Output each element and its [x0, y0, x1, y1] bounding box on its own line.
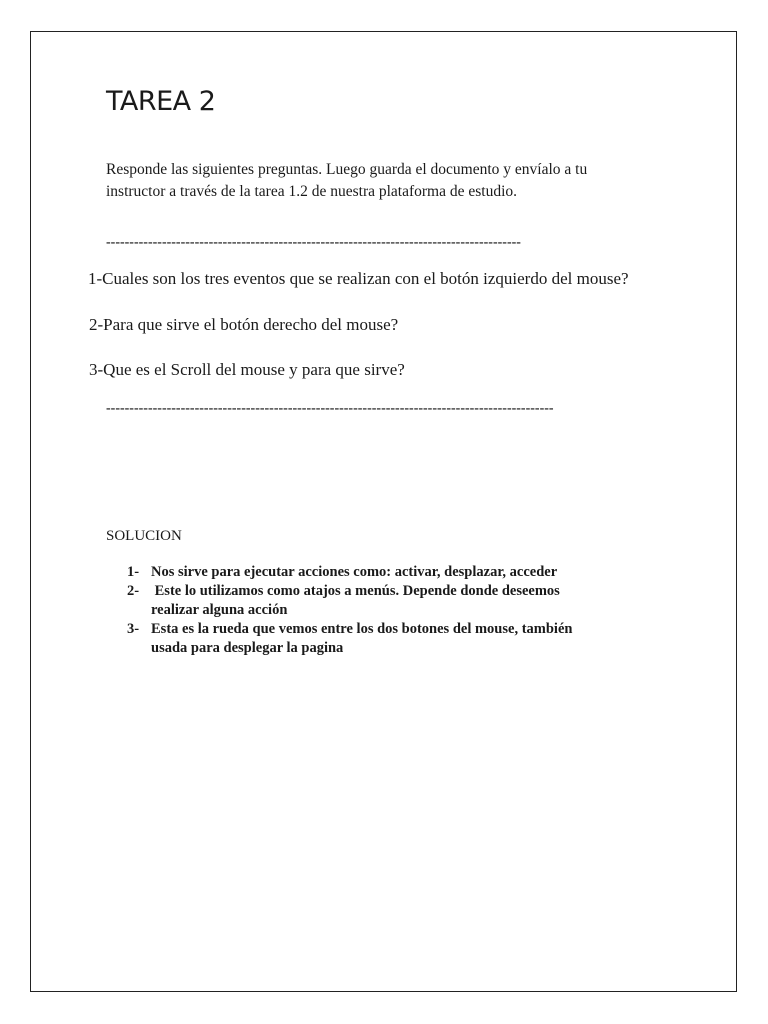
answer-text: realizar alguna acción [151, 602, 288, 618]
answer-item [127, 563, 667, 582]
question-3: 3-Que es el Scroll del mouse y para que sirve? [89, 360, 405, 379]
divider-bottom: ------------------------------------------------------------------------------------------------ [106, 402, 554, 416]
answer-text: Este lo utilizamos como atajos a menús. Depende donde deseemos [151, 583, 560, 599]
divider-top: ----------------------------------------------------------------------------------------- [106, 236, 521, 250]
answer-number: 3- [127, 621, 140, 637]
answers-list [127, 563, 667, 658]
answer-text: Esta es la rueda que vemos entre los dos botones del mouse, también [151, 621, 573, 637]
document-page [30, 31, 737, 992]
answer-text: usada para desplegar la pagina [151, 640, 344, 656]
answer-number: 1- [127, 564, 140, 580]
instructions-paragraph [106, 159, 686, 203]
question-1: 1-Cuales son los tres eventos que se realizan con el botón izquierdo del mouse? [88, 269, 629, 288]
solution-heading: SOLUCION [106, 528, 182, 544]
instructions-line: Responde las siguientes preguntas. Luego guarda el documento y envíalo a tu [106, 161, 588, 178]
answer-item [127, 620, 667, 658]
question-2: 2-Para que sirve el botón derecho del mouse? [89, 315, 399, 334]
answer-text: Nos sirve para ejecutar acciones como: activar, desplazar, acceder [151, 564, 558, 580]
page-title: TAREA 2 [106, 86, 216, 117]
answer-number: 2- [127, 583, 140, 599]
answer-item [127, 582, 667, 620]
instructions-line: instructor a través de la tarea 1.2 de nuestra plataforma de estudio. [106, 183, 518, 200]
